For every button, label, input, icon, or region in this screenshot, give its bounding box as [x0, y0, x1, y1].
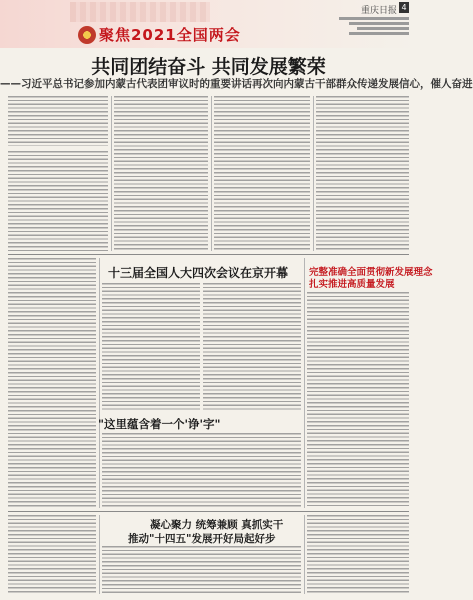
article-title: 完整准确全面贯彻新发展理念 [309, 267, 433, 278]
article-body [8, 258, 96, 508]
main-headline: 共同团结奋斗 共同发展繁荣 [91, 56, 326, 78]
article-body [102, 433, 301, 508]
article-body [307, 515, 409, 594]
section-divider [8, 511, 409, 512]
column-divider [211, 96, 212, 251]
section-divider [8, 254, 409, 255]
paper-name: 重庆日报 [360, 6, 397, 16]
article-body [114, 96, 208, 251]
main-subheadline: ——习近平总书记参加内蒙古代表团审议时的重要讲话再次向内蒙古干部群众传递发展信心，催人奋进 [0, 78, 473, 90]
article-body [8, 96, 108, 146]
column-divider [304, 515, 305, 594]
column-divider [304, 258, 305, 508]
page-number: 4 [399, 2, 409, 13]
national-emblem-icon [78, 26, 96, 44]
column-divider [313, 96, 314, 251]
column-divider [99, 515, 100, 594]
article-body [8, 515, 96, 594]
article-title: "这里蕴含着一个'诤'字" [98, 417, 221, 431]
issue-info [339, 17, 409, 37]
column-divider [111, 96, 112, 251]
masthead [0, 0, 417, 48]
article-body [102, 546, 301, 594]
article-title: 扎实推进高质量发展 [309, 279, 395, 290]
great-hall-image [70, 2, 210, 22]
article-body [307, 292, 409, 508]
article-title: 十三届全国人大四次会议在京开幕 [108, 266, 289, 280]
article-body [203, 283, 301, 411]
section-title: 聚焦2021全国两会 [99, 26, 241, 44]
article-body [8, 151, 108, 251]
article-body [316, 96, 409, 251]
article-title: 凝心聚力 统筹兼顾 真抓实干 [150, 519, 284, 531]
article-body [214, 96, 310, 251]
article-title: 推动"十四五"发展开好局起好步 [128, 533, 276, 545]
column-divider [99, 258, 100, 508]
article-body [102, 283, 200, 411]
